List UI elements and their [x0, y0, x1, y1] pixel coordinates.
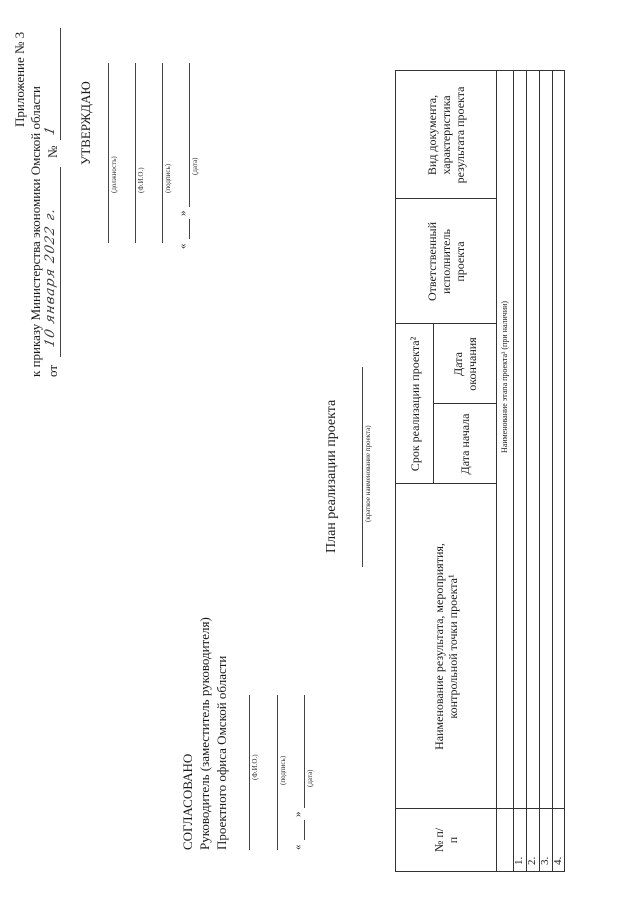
agree-signature-line	[277, 695, 278, 850]
agree-day-line	[304, 820, 305, 840]
row-number: 4.	[552, 856, 564, 865]
handwritten-number: 1	[43, 124, 58, 137]
header-start	[433, 404, 496, 484]
header-number	[396, 809, 496, 871]
header-end	[433, 324, 496, 404]
agree-line-1: Руководитель (заместитель руководителя)	[197, 617, 212, 850]
stage-row	[496, 71, 513, 809]
plan-table	[395, 70, 565, 872]
header-document	[396, 71, 496, 199]
table-hline	[552, 71, 553, 871]
table-hline	[539, 71, 540, 871]
header-term-label: Срок реализации проекта²	[407, 336, 422, 472]
date-underline	[60, 167, 61, 357]
agree-name-line	[249, 695, 250, 850]
row-number: 1.	[513, 856, 525, 865]
agree-signature-caption: (подпись)	[279, 755, 287, 785]
row-number: 2.	[526, 856, 538, 865]
header-term	[396, 324, 433, 484]
approve-position-caption: (должность)	[110, 156, 118, 193]
plan-title: План реализации проекта	[324, 399, 339, 553]
approve-day-line	[189, 219, 190, 239]
plan-name-line	[362, 367, 363, 567]
appendix-date-prefix: от	[45, 364, 60, 377]
row-number: 3.	[539, 856, 551, 865]
agree-line-2: Проектного офиса Омской области	[214, 655, 229, 850]
table-hline	[526, 71, 527, 871]
header-executor-label: Ответственный исполнитель проекта	[425, 221, 467, 302]
agree-month-line	[304, 695, 305, 808]
approve-date-open-quote: «	[177, 243, 189, 249]
header-end-label: Дата окончания	[450, 337, 479, 391]
approve-name-caption: (Ф.И.О.)	[137, 167, 145, 193]
agree-date-open-quote: «	[292, 844, 304, 850]
header-number-label: № п/п	[432, 827, 460, 853]
approve-signature-line	[162, 63, 163, 243]
approve-position-line	[108, 63, 109, 243]
header-name-label: Наименование результата, мероприятия, контрольной точки проекта¹	[432, 543, 460, 750]
appendix-order-line: к приказу Министерства экономики Омской области	[28, 86, 43, 377]
appendix-title: Приложение № 3	[12, 31, 27, 127]
handwritten-date: 10 января 2022 г.	[43, 206, 58, 349]
number-underline	[60, 28, 61, 140]
header-document-label: Вид документа, характеристика результата проекта	[425, 86, 467, 184]
number-label: №	[45, 145, 60, 158]
approve-name-line	[135, 63, 136, 243]
header-name	[396, 484, 496, 809]
agree-heading: СОГЛАСОВАНО	[180, 753, 195, 850]
approve-heading: УТВЕРЖДАЮ	[78, 81, 93, 165]
approve-signature-caption: (подпись)	[164, 163, 172, 193]
approve-date-caption: (дата)	[191, 157, 199, 175]
table-hline	[513, 71, 514, 871]
plan-name-caption: (краткое наименование проекта)	[364, 425, 372, 522]
agree-date-caption: (дата)	[306, 769, 314, 787]
agree-date-close-quote: »	[292, 811, 304, 817]
header-executor	[396, 199, 496, 324]
approve-date-close-quote: »	[177, 210, 189, 216]
approve-month-line	[189, 63, 190, 207]
agree-name-caption: (Ф.И.О.)	[251, 754, 259, 780]
stage-row-label: Наименование этапа проекта³ (при наличии)	[499, 300, 509, 453]
header-start-label: Дата начала	[457, 413, 472, 475]
